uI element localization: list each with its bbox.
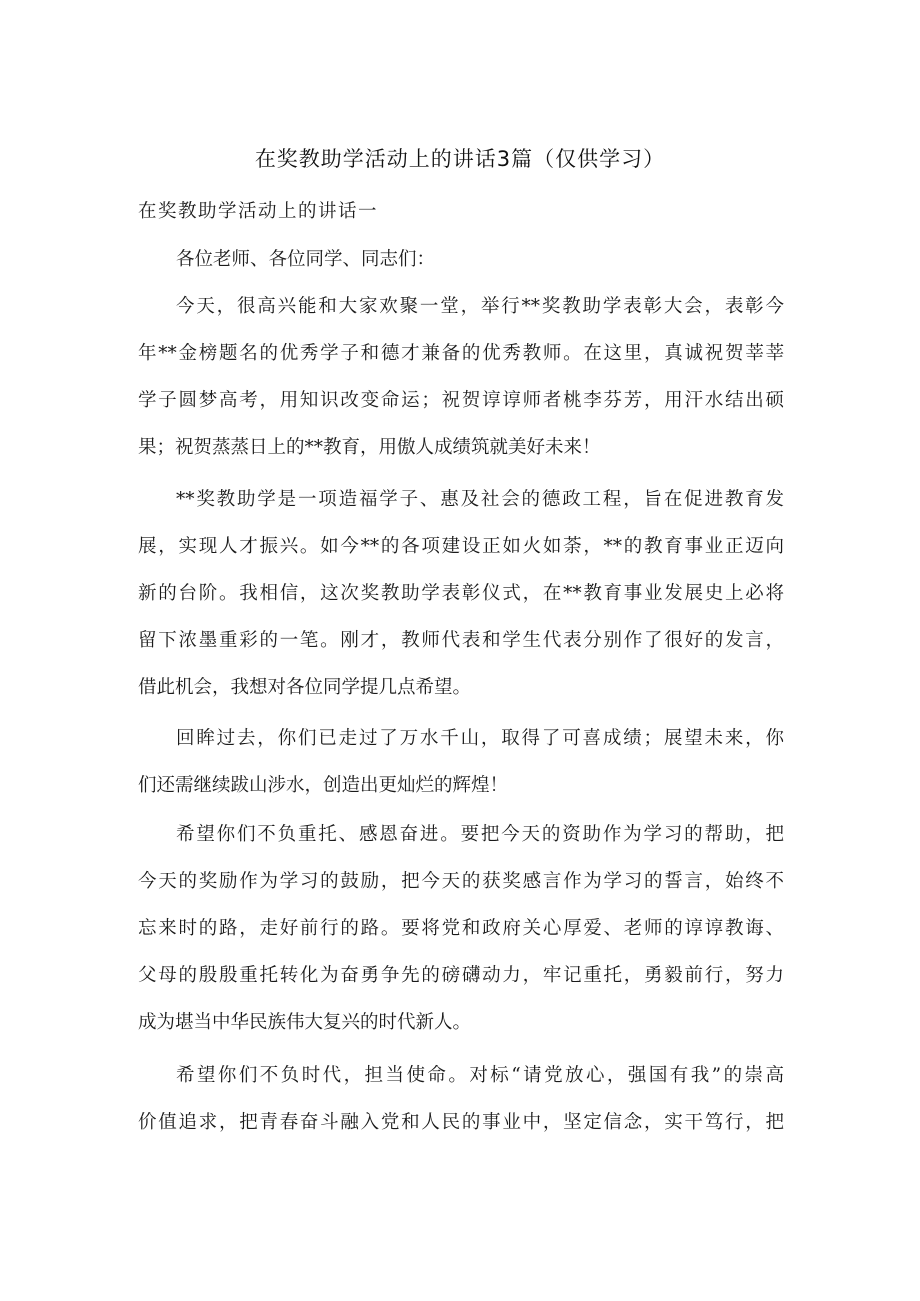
paragraph-line: 希望你们不负时代，担当使命。对标“请党放心，强国有我”的崇高 <box>176 1065 784 1086</box>
paragraph-line: 借此机会，我想对各位同学提几点希望。 <box>138 677 472 698</box>
paragraph-line: 各位老师、各位同学、同志们： <box>176 249 436 270</box>
paragraph-review <box>138 715 784 809</box>
paragraph-line: 希望你们不负重托、感恩奋进。要把今天的资助作为学习的帮助，把 <box>176 824 784 845</box>
paragraph-project <box>138 476 784 711</box>
paragraph-line: 成为堪当中华民族伟大复兴的时代新人。 <box>138 1012 472 1033</box>
paragraph-greeting <box>138 283 784 471</box>
paragraph-line: 忘来时的路，走好前行的路。要将党和政府关心厚爱、老师的谆谆教诲、 <box>138 918 784 939</box>
paragraph-line: 展，实现人才振兴。如今**的各项建设正如火如荼，**的教育事业正迈向 <box>138 536 784 557</box>
section-heading: 在奖教助学活动上的讲话一 <box>138 201 379 222</box>
paragraph-line: 们还需继续跋山涉水，创造出更灿烂的辉煌！ <box>138 775 509 796</box>
paragraph-line: 父母的殷殷重托转化为奋勇争先的磅礴动力，牢记重托，勇毅前行，努力 <box>138 965 784 986</box>
paragraph-salutation <box>138 236 784 283</box>
paragraph-hope-gratitude <box>138 811 784 1046</box>
paragraph-line: 留下浓墨重彩的一笔。刚才，教师代表和学生代表分别作了很好的发言， <box>138 630 784 651</box>
paragraph-line: 学子圆梦高考，用知识改变命运；祝贺谆谆师者桃李芬芳，用汗水结出硕 <box>138 390 784 411</box>
paragraph-line: 价值追求，把青春奋斗融入党和人民的事业中，坚定信念，实干笃行，把 <box>138 1112 784 1133</box>
paragraph-line: **奖教助学是一项造福学子、惠及社会的德政工程，旨在促进教育发 <box>176 489 784 510</box>
paragraph-line: 年**金榜题名的优秀学子和德才兼备的优秀教师。在这里，真诚祝贺莘莘 <box>138 343 784 364</box>
paragraph-line: 回眸过去，你们已走过了万水千山，取得了可喜成绩；展望未来，你 <box>176 728 784 749</box>
paragraph-line: 果；祝贺蒸蒸日上的**教育，用傲人成绩筑就美好未来！ <box>138 437 601 458</box>
paragraph-line: 今天，很高兴能和大家欢聚一堂，举行**奖教助学表彰大会，表彰今 <box>176 296 784 317</box>
paragraph-hope-mission <box>138 1052 784 1146</box>
paragraph-line: 新的台阶。我相信，这次奖教助学表彰仪式，在**教育事业发展史上必将 <box>138 583 784 604</box>
document-title: 在奖教助学活动上的讲话3篇（仅供学习） <box>254 147 666 171</box>
paragraph-line: 今天的奖励作为学习的鼓励，把今天的获奖感言作为学习的誓言，始终不 <box>138 871 784 892</box>
